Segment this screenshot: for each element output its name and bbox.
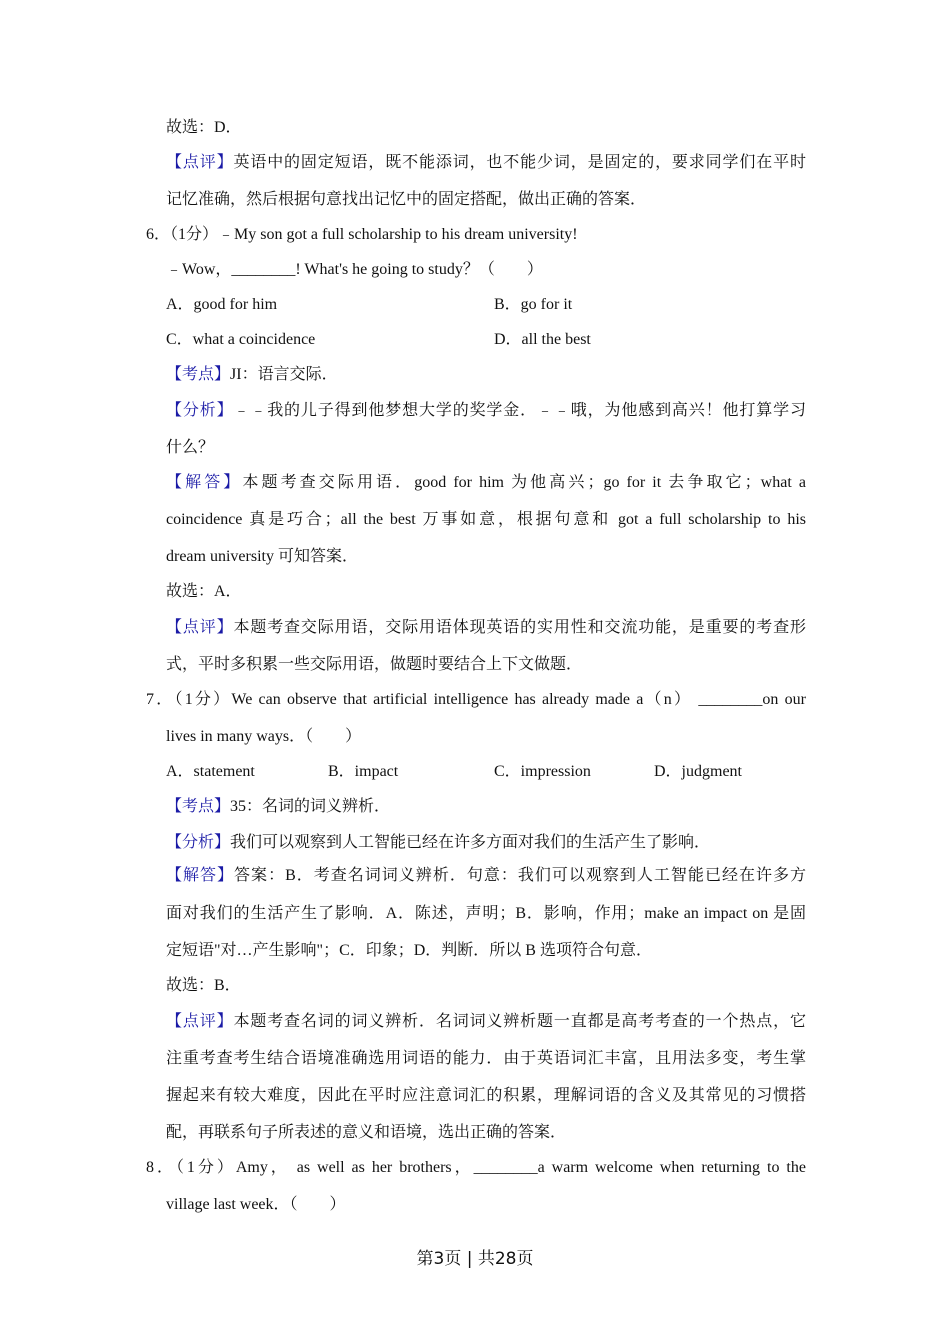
question-7: 7．（1分）We can observe that artificial intelligence has already made a（n） ________on our [146,691,806,708]
dianping-line: 握起来有较大难度，因此在平时应注意词汇的积累，理解词语的含义及其常见的习惯搭 [166,1087,806,1104]
fenxi-line: 【分析】﹣﹣我的儿子得到他梦想大学的奖学金．﹣﹣哦，为他感到高兴！他打算学习 [166,402,806,419]
question-7-line2: lives in many ways．（ ） [166,728,362,745]
option-d: D．judgment [654,763,742,780]
answer-line: 故选：D． [166,119,242,136]
option-a: A．statement [166,763,255,780]
answer-line: 故选：B． [166,977,241,994]
jieda-line: 【解答】答案：B．考查名词词义辨析．句意：我们可以观察到人工智能已经在许多方 [166,867,806,884]
option-b: B．go for it [494,296,573,313]
jieda-line: 定短语"对…产生影响"；C．印象；D．判断．所以 B 选项符合句意． [166,942,652,959]
question-6: 6．（1分）﹣My son got a full scholarship to his dream university! [146,226,578,243]
fenxi-line: 【分析】我们可以观察到人工智能已经在许多方面对我们的生活产生了影响． [166,834,711,851]
jieda-line: 【解答】本题考查交际用语．good for him 为他高兴；go for it 去争取它；what a [166,474,806,491]
option-c: C．impression [494,763,591,780]
dianping-line: 【点评】本题考查名词的词义辨析．名词词义辨析题一直都是高考考查的一个热点，它 [166,1013,806,1030]
dianping-line: 【点评】本题考查交际用语，交际用语体现英语的实用性和交流功能，是重要的考查形 [166,619,806,636]
jieda-line: dream university 可知答案． [166,548,358,565]
fenxi-line: 什么？ [166,439,215,456]
question-8-line2: village last week．（ ） [166,1196,346,1213]
question-8: 8．（1分）Amy， as well as her brothers，________a warm welcome when returning to the [146,1159,806,1176]
comment-tag: 【点评】 [166,154,234,171]
option-d: D．all the best [494,331,591,348]
jieda-line: coincidence 真是巧合；all the best 万事如意，根据句意和 got a full scholarship to his [166,511,806,528]
dianping-line: 配，再联系句子所表述的意义和语境，选出正确的答案． [166,1124,567,1141]
comment-line: 【点评】英语中的固定短语，既不能添词，也不能少词，是固定的，要求同学们在平时 [166,154,806,171]
option-a: A．good for him [166,296,278,313]
option-b: B．impact [328,763,399,780]
dianping-line: 式，平时多积累一些交际用语，做题时要结合上下文做题． [166,656,583,673]
question-6-line2: ﹣Wow，________! What's he going to study？（ ） [166,261,543,278]
option-c: C．what a coincidence [166,331,316,348]
kaodian-line: 【考点】JI：语言交际． [166,366,338,383]
dianping-line: 注重考查考生结合语境准确选用词语的能力．由于英语词汇丰富，且用法多变，考生掌 [166,1050,806,1067]
comment-line: 记忆准确，然后根据句意找出记忆中的固定搭配，做出正确的答案． [166,191,647,208]
jieda-line: 面对我们的生活产生了影响．A．陈述，声明；B．影响，作用；make an impact on 是固 [166,905,806,922]
answer-line: 故选：A． [166,583,242,600]
page-footer: 第3页 | 共28页 [416,1249,534,1269]
kaodian-line: 【考点】35：名词的词义辨析． [166,798,391,815]
